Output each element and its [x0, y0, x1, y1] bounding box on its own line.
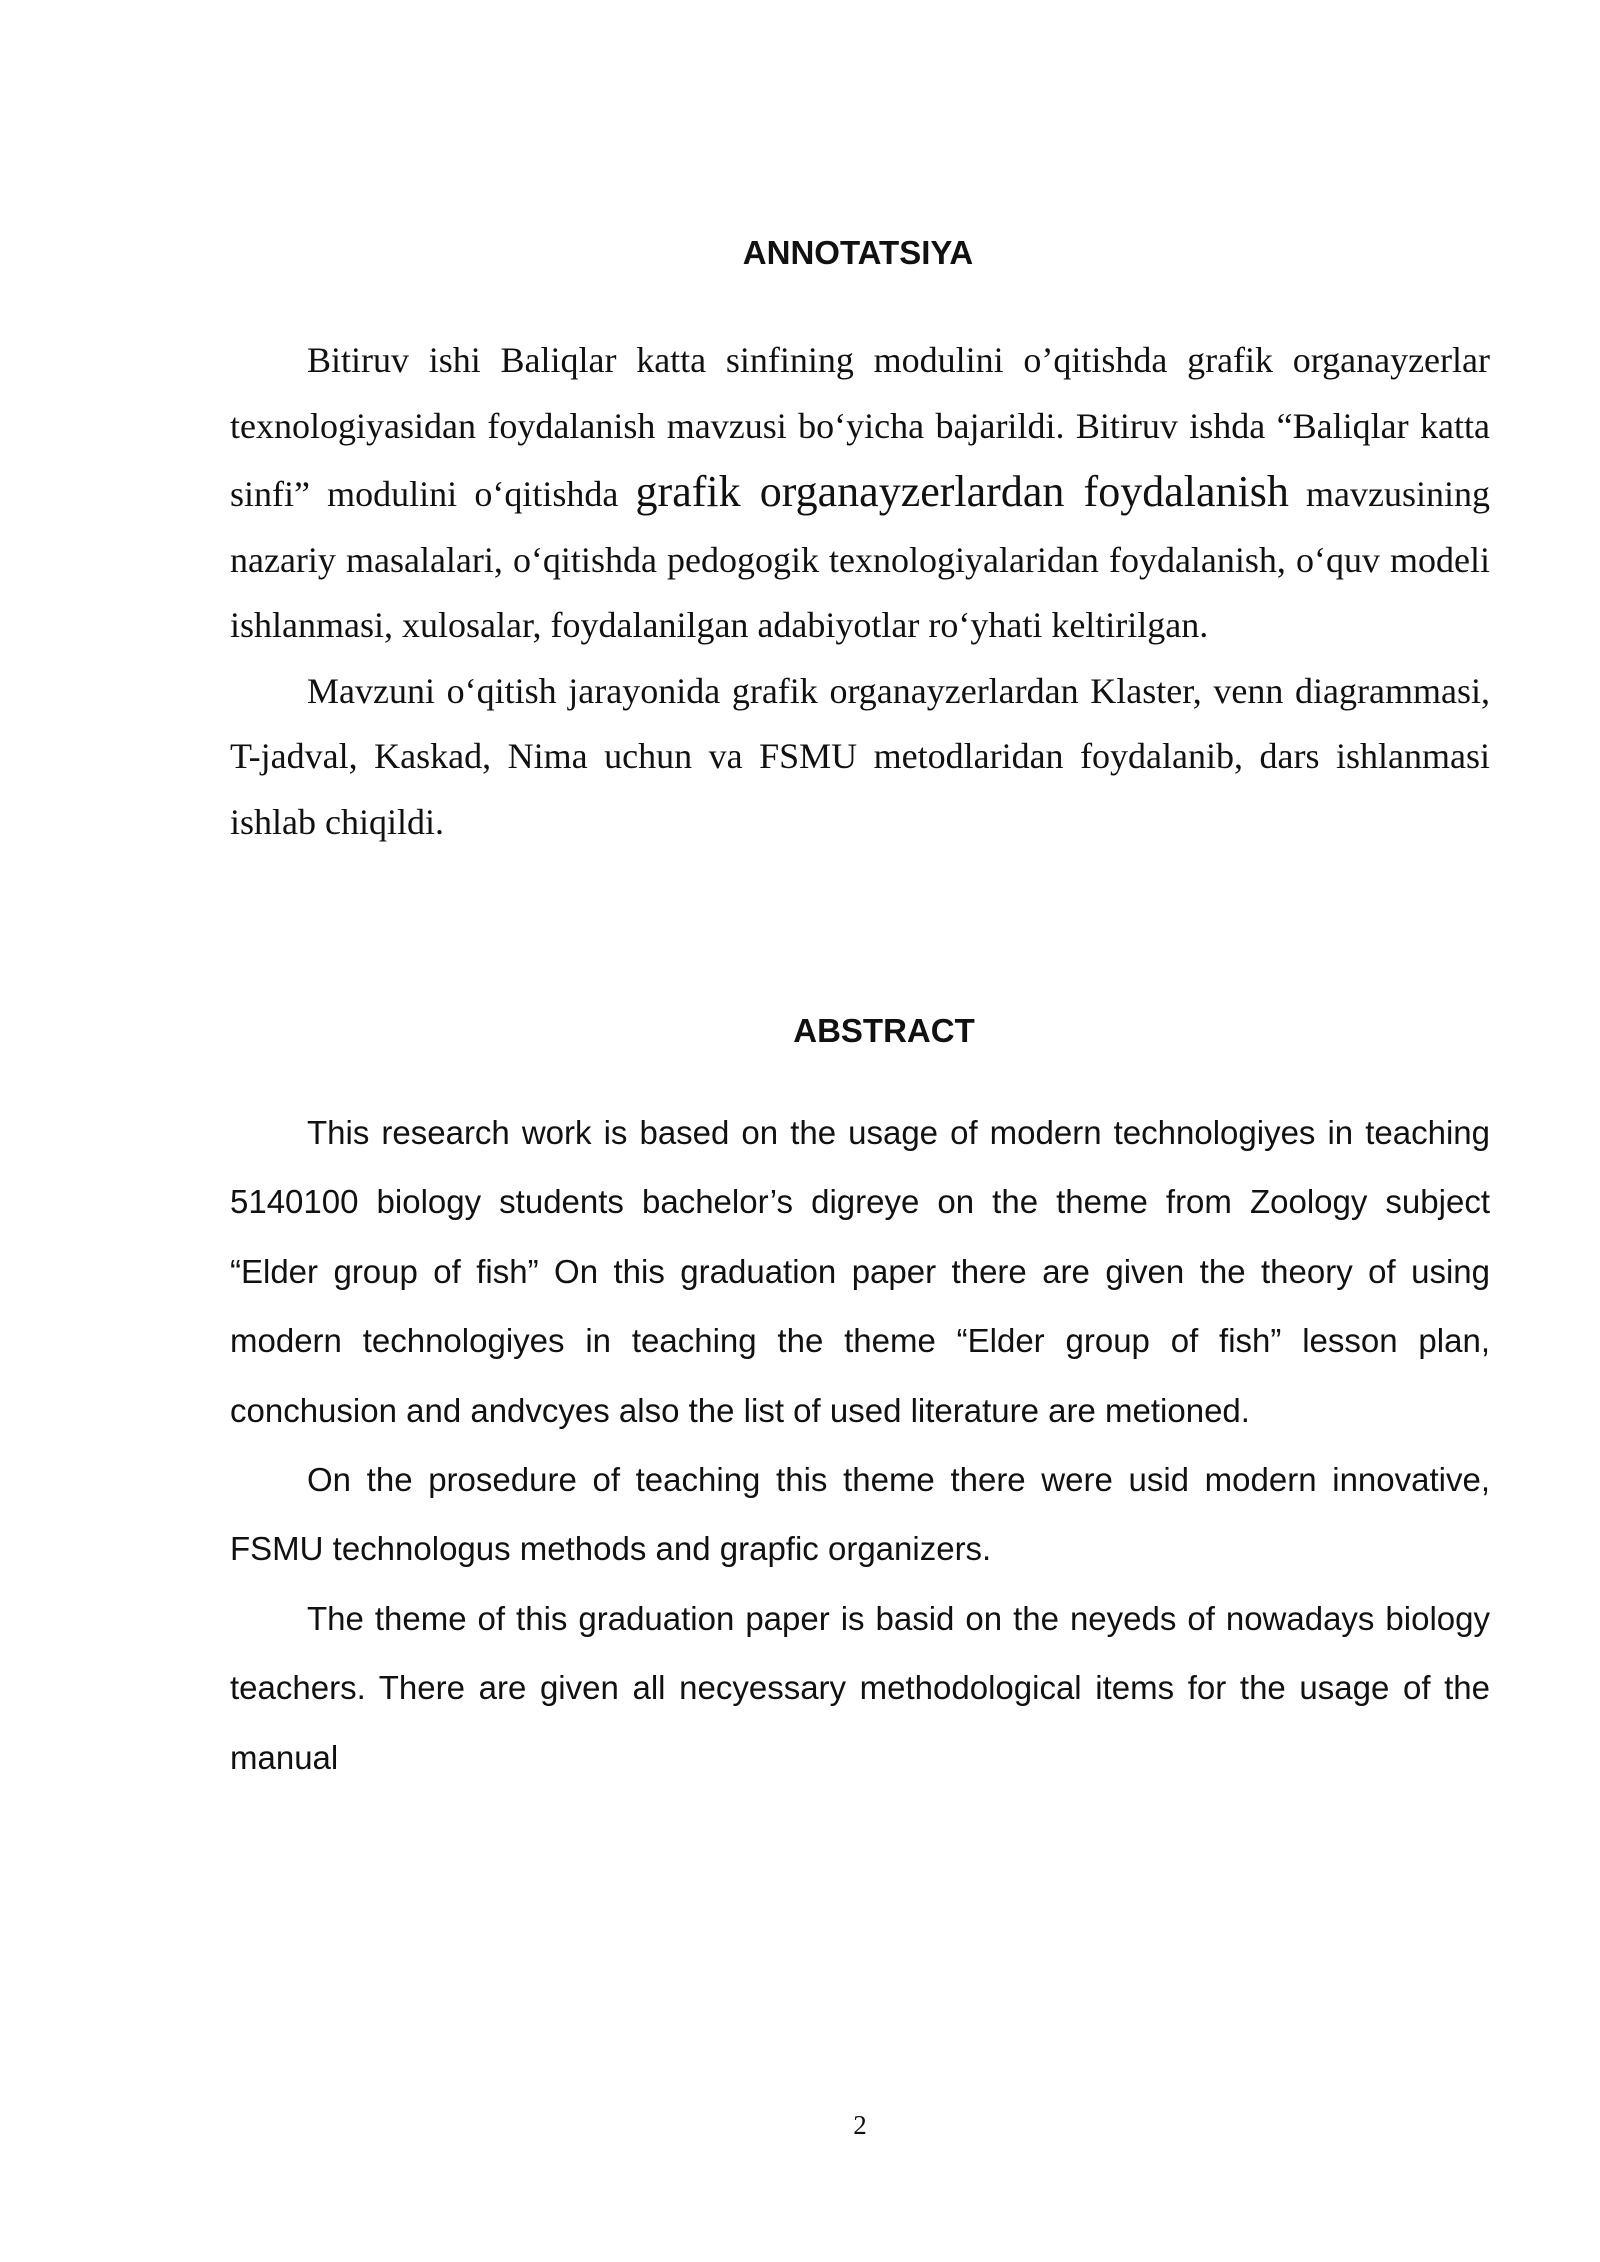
annotatsiya-body: [230, 328, 1490, 855]
abstract-paragraph-3: The theme of this graduation paper is basid on the neyeds of nowadays biology teachers. There are given all necyessary methodological items for the usage of the manual: [230, 1599, 1490, 1776]
abstract-paragraph-1: This research work is based on the usage of modern technologiyes in teaching 5140100 biology students bachelor’s digreye on the theme from Zoology subject “Elder group of fish” On this graduation paper there are given the theory of using modern technologiyes in teaching the theme “Elder group of fish” lesson plan, conchusion and andvcyes also the list of used literature are metioned.: [230, 1114, 1490, 1429]
abstract-paragraph-2: On the prosedure of teaching this theme there were usid modern innovative, FSMU technologus methods and grapfic organizers.: [230, 1461, 1490, 1568]
annotatsiya-heading: ANNOTATSIYA: [742, 234, 974, 271]
annotatsiya-paragraph-2: Mavzuni o‘qitish jarayonida grafik organayzerlardan Klaster, venn diagrammasi, T-jadval, Kaskad, Nima uchun va FSMU metodlaridan foydalanib, dars ishlanmasi ishlab chiqildi.: [230, 670, 1490, 842]
annotatsiya-paragraph-1-large-text: grafik organayzerlardan foydalanish: [635, 467, 1289, 516]
abstract-heading: ABSTRACT: [793, 1012, 975, 1049]
annotatsiya-paragraph-1: [230, 328, 1490, 659]
annotatsiya-paragraph-1-start: Bitiruv ishi Baliqlar katta sinfining modulini o’qitishda grafik organayzerlar texnologiyasidan foydalanish mavzusi bo‘yicha bajarildi. Bitiruv ishda “Baliqlar katta sinfi” modulini o‘qitishda: [230, 340, 1490, 514]
annotatsiya-paragraph-1-end: mavzusining nazariy masalalari, o‘qitishda pedogogik texnologiyalaridan foydalanish, o‘quv modeli ishlanmasi, xulosalar, foydalanilgan adabiyotlar ro‘yhati keltirilgan.: [230, 474, 1490, 645]
page-number: 2: [853, 2110, 867, 2140]
abstract-body: [230, 1098, 1490, 1792]
